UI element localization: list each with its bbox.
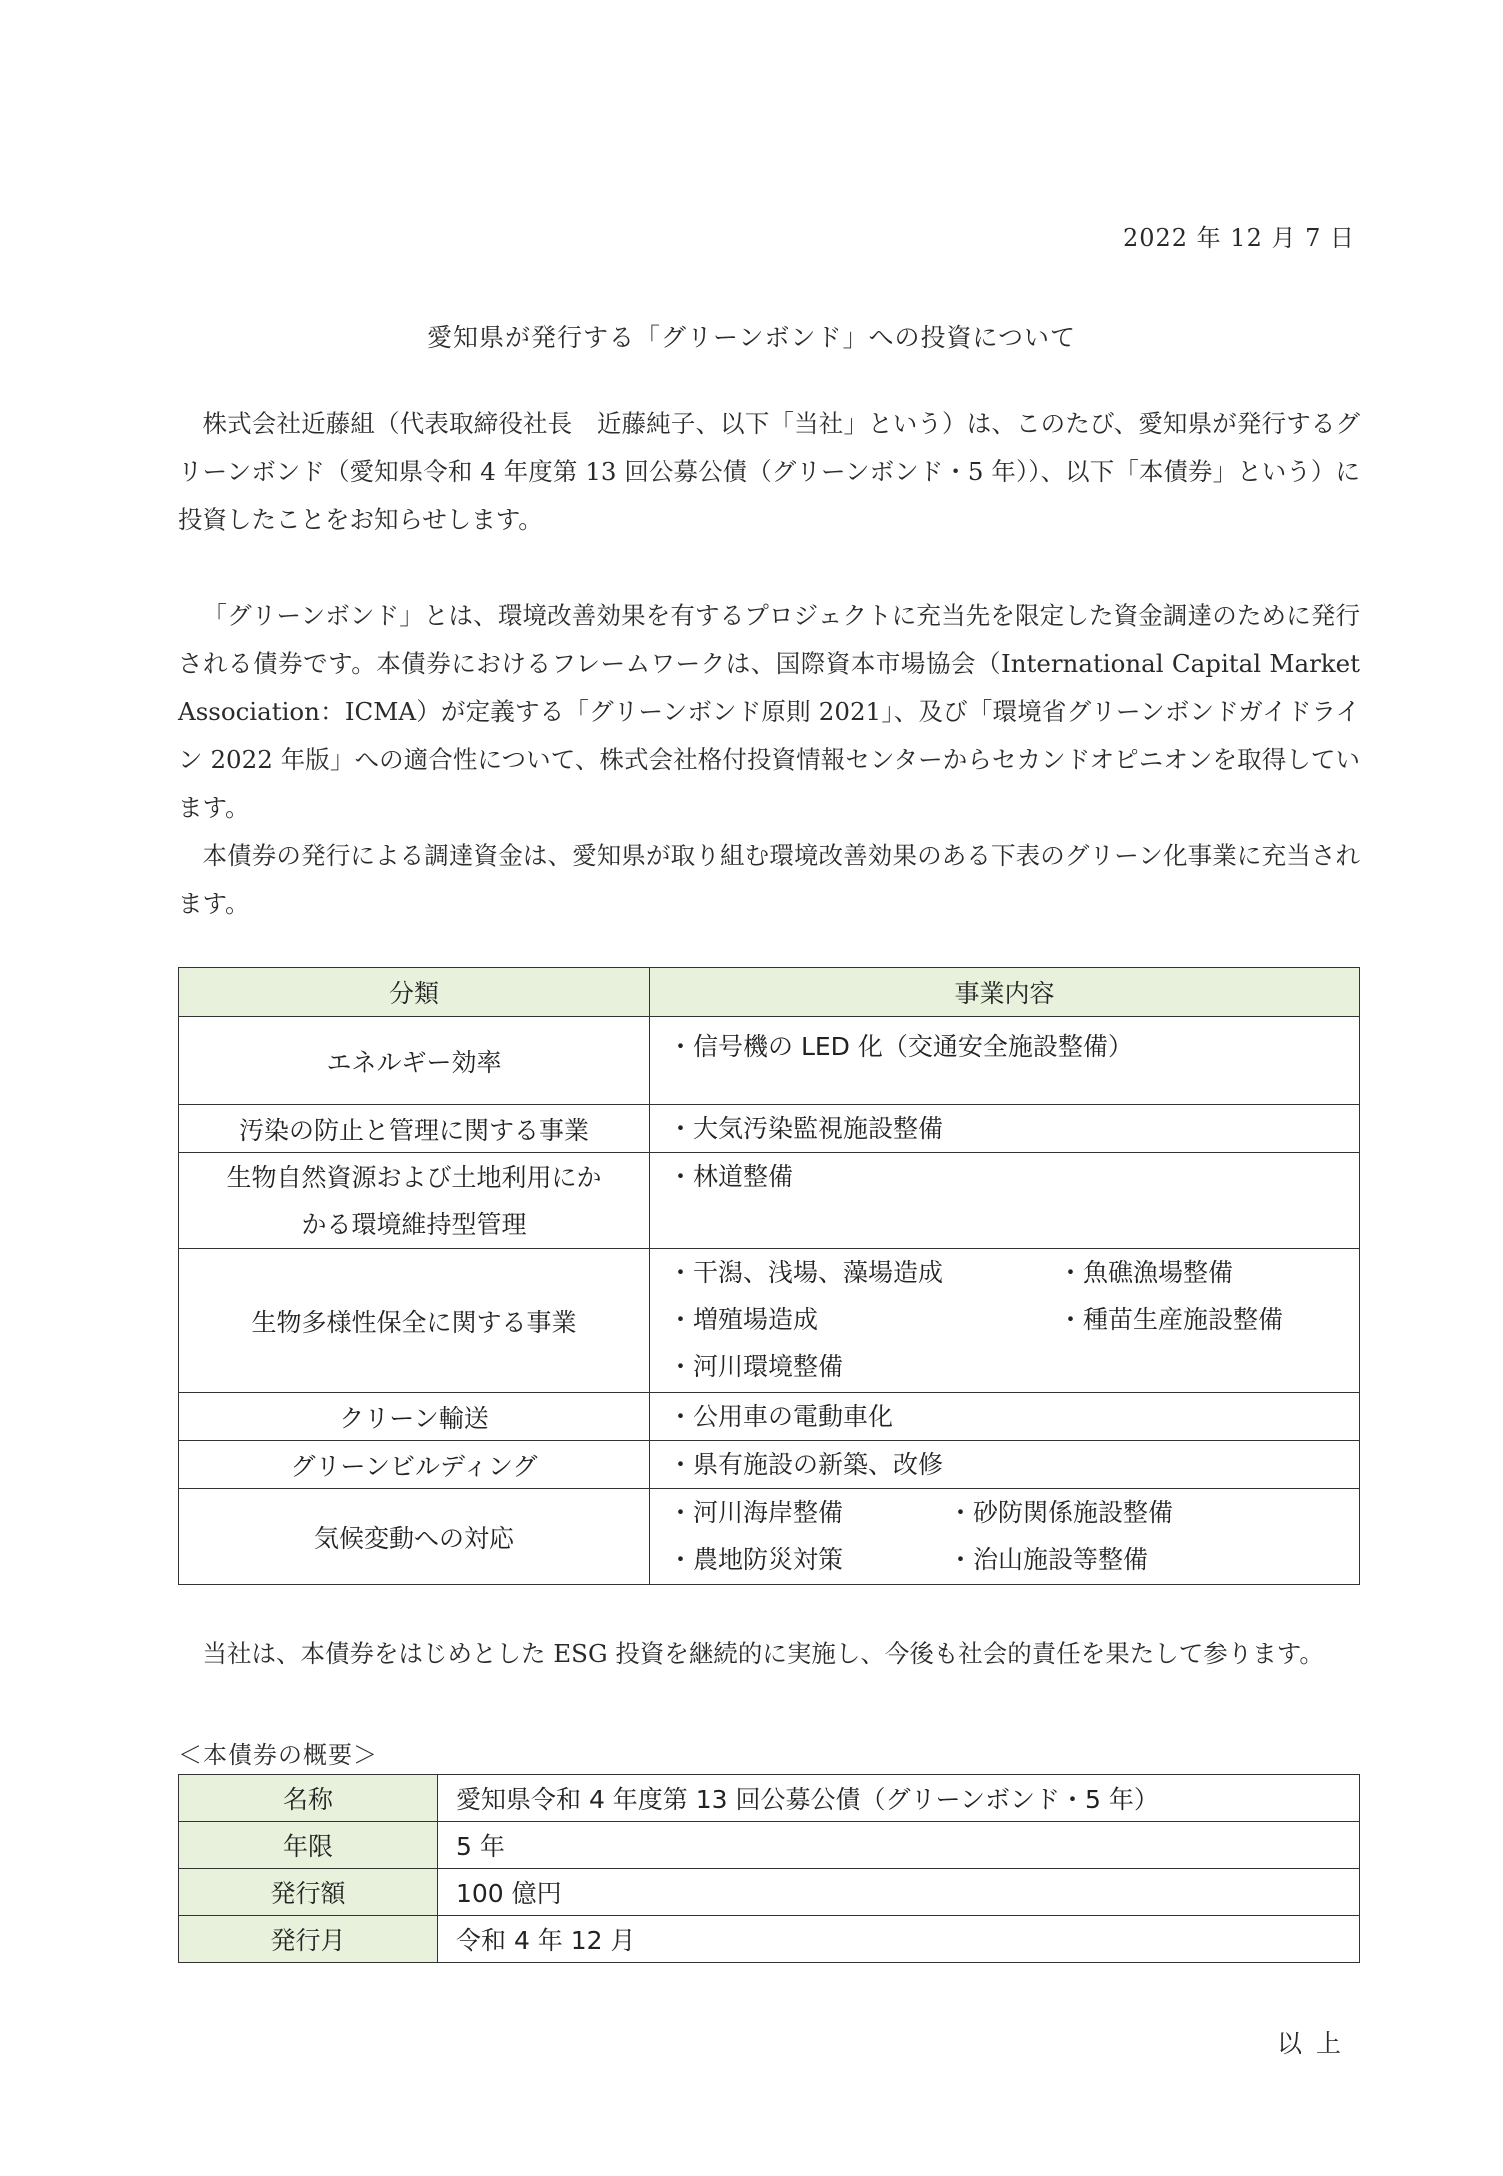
table-row: [179, 1105, 1360, 1153]
category-cell: [179, 1393, 650, 1441]
table-row: [179, 1441, 1360, 1489]
summary-heading: ＜本債券の概要＞: [178, 1741, 378, 1769]
project-item: ・林道整備: [668, 1162, 794, 1191]
project-item: ・信号機の LED 化（交通安全施設整備）: [668, 1032, 1133, 1061]
green-projects-table: [178, 967, 1360, 1585]
summary-key: 発行額: [179, 1869, 438, 1916]
summary-value: 5 年: [438, 1822, 1360, 1869]
category-label: エネルギー効率: [326, 1047, 502, 1077]
category-cell: [179, 1105, 650, 1153]
content-cell: [650, 1105, 1360, 1153]
header-category: 分類: [179, 968, 650, 1017]
project-item: ・河川環境整備: [668, 1352, 844, 1381]
project-item: ・県有施設の新築、改修: [668, 1450, 944, 1479]
table-row: [179, 1393, 1360, 1441]
content-cell: [650, 1441, 1360, 1489]
summary-key: 年限: [179, 1822, 438, 1869]
table-header-row: [179, 968, 1360, 1017]
category-label: グリーンビルディング: [290, 1451, 538, 1481]
category-label: 気候変動への対応: [313, 1523, 514, 1553]
intro-paragraph: 株式会社近藤組（代表取締役社長 近藤純子、以下「当社」という）は、このたび、愛知県が発行するグリーンボンド（愛知県令和 4 年度第 13 回公募公債（グリーンボンド・5 年））、以下「本債券」という）に投資したことをお知らせします。: [178, 409, 1360, 534]
summary-value: 令和 4 年 12 月: [438, 1916, 1360, 1963]
category-cell: [179, 1441, 650, 1489]
category-cell: [179, 1489, 650, 1585]
project-item: ・治山施設等整備: [948, 1545, 1149, 1574]
summary-key: 名称: [179, 1775, 438, 1822]
table-row: [179, 1017, 1360, 1105]
project-item: ・農地防災対策: [668, 1545, 844, 1574]
table-row: [179, 1249, 1360, 1393]
project-item: ・河川海岸整備: [668, 1498, 844, 1527]
project-item: ・干潟、浅場、藻場造成: [668, 1258, 944, 1287]
category-label: 汚染の防止と管理に関する事業: [238, 1115, 589, 1145]
table-row: [179, 1775, 1360, 1822]
summary-value: 100 億円: [438, 1869, 1360, 1916]
table-row: [179, 1822, 1360, 1869]
content-cell: [650, 1153, 1360, 1249]
document-title: 愛知県が発行する「グリーンボンド」への投資について: [426, 323, 1076, 352]
content-cell: [650, 1249, 1360, 1393]
project-item: ・砂防関係施設整備: [948, 1498, 1174, 1527]
project-item: ・種苗生産施設整備: [1058, 1305, 1284, 1334]
header-content: 事業内容: [650, 968, 1360, 1017]
closing-mark: 以上: [1276, 2029, 1355, 2058]
content-cell: [650, 1393, 1360, 1441]
project-item: ・大気汚染監視施設整備: [668, 1114, 944, 1143]
category-label: クリーン輸送: [339, 1403, 489, 1433]
bond-summary-table: [178, 1774, 1360, 1963]
table-row: [179, 1153, 1360, 1249]
document-date: 2022 年 12 月 7 日: [1122, 224, 1355, 252]
table-row: [179, 1489, 1360, 1585]
table-row: [179, 1916, 1360, 1963]
content-cell: [650, 1489, 1360, 1585]
category-label: 生物多様性保全に関する事業: [251, 1307, 577, 1337]
category-cell: [179, 1017, 650, 1105]
project-item: ・増殖場造成: [668, 1305, 819, 1334]
category-cell: [179, 1249, 650, 1393]
category-label-line: 生物自然資源および土地利用にか: [226, 1162, 602, 1192]
content-cell: [650, 1017, 1360, 1105]
summary-value: 愛知県令和 4 年度第 13 回公募公債（グリーンボンド・5 年）: [438, 1775, 1360, 1822]
project-item: ・公用車の電動車化: [668, 1402, 894, 1431]
closing-statement-paragraph: 当社は、本債券をはじめとした ESG 投資を継続的に実施し、今後も社会的責任を果たして参ります。: [202, 1639, 1324, 1668]
summary-key: 発行月: [179, 1916, 438, 1963]
category-label-line: かる環境維持型管理: [301, 1209, 527, 1239]
category-cell: [179, 1153, 650, 1249]
green-bond-description-paragraph: 「グリーンボンド」とは、環境改善効果を有するプロジェクトに充当先を限定した資金調達のために発行される債券です。本債券におけるフレームワークは、国際資本市場協会（International Capital Market Association：ICMA）が定義する「グリーンボンド原則 2021」、及び「環境省グリーンボンドガイドライン 2022 年版」への適合性について、株式会社格付投資情報センターからセカンドオピニオンを取得しています。: [178, 601, 1360, 822]
project-item: ・魚礁漁場整備: [1058, 1258, 1234, 1287]
fund-use-paragraph: 本債券の発行による調達資金は、愛知県が取り組む環境改善効果のある下表のグリーン化事業に充当されます。: [178, 841, 1360, 918]
table-row: [179, 1869, 1360, 1916]
